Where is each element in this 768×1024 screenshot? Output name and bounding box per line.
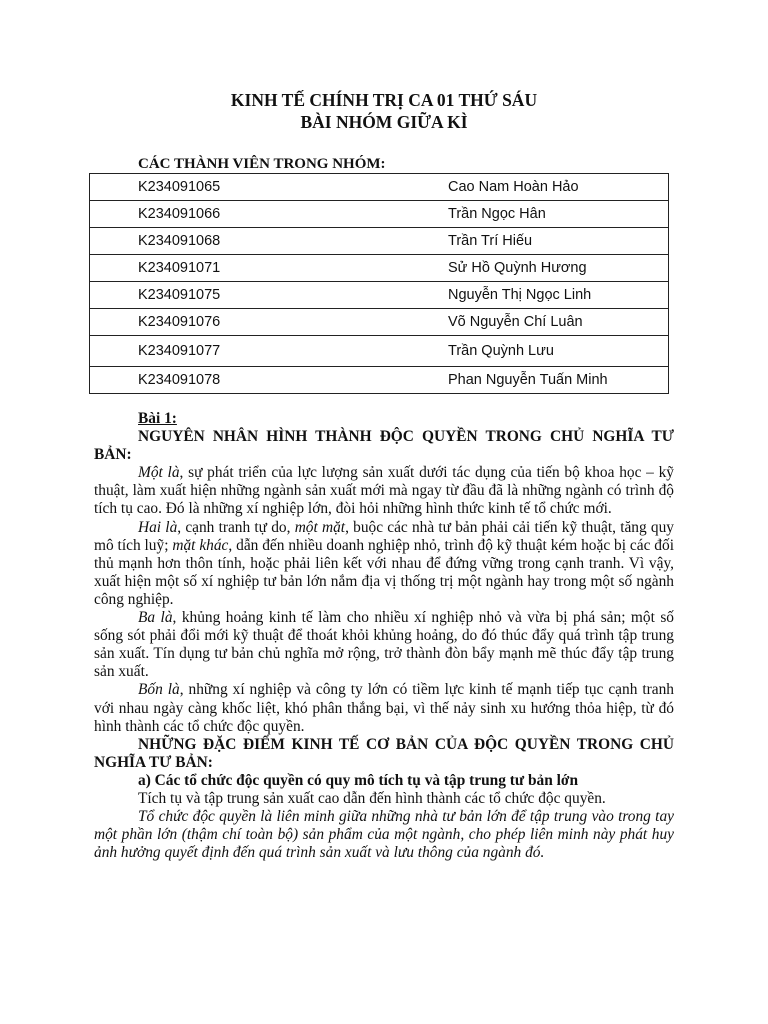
paragraph-text: , những xí nghiệp và công ty lớn có tiềm lực kinh tế mạnh tiếp tục cạnh tranh với nhau ngày càng khốc liệt, khó phân thắng bại, vì thế nảy sinh xu hướng thỏa hiệp, từ đó hình thành các tổ chức độc quyền.	[94, 681, 674, 735]
student-name: Nguyễn Thị Ngọc Linh	[400, 282, 669, 309]
student-id: K234091068	[90, 228, 401, 255]
student-id: K234091066	[90, 201, 401, 228]
document-title-line1: KINH TẾ CHÍNH TRỊ CA 01 THỨ SÁU	[230, 90, 538, 110]
paragraph-lead: Một là	[138, 464, 180, 482]
student-name: Võ Nguyễn Chí Luân	[400, 309, 669, 336]
section-heading: NHỮNG ĐẶC ĐIỂM KINH TẾ CƠ BẢN CỦA ĐỘC QUYỀN TRONG CHỦ NGHĨA TƯ BẢN:	[94, 735, 674, 771]
student-id: K234091065	[90, 174, 401, 201]
student-id: K234091078	[90, 367, 401, 394]
student-name: Cao Nam Hoàn Hảo	[400, 174, 669, 201]
section-label: Bài 1:	[138, 410, 177, 427]
student-name: Trần Quỳnh Lưu	[400, 336, 669, 367]
paragraph-lead: Ba là	[138, 609, 173, 627]
table-row	[90, 228, 669, 255]
document-title-line2: BÀI NHÓM GIỮA KÌ	[300, 112, 468, 132]
student-name: Phan Nguyễn Tuấn Minh	[400, 367, 669, 394]
table-row	[90, 309, 669, 336]
paragraph: Tổ chức độc quyền là liên minh giữa những nhà tư bản lớn để tập trung vào trong tay một phần lớn (thậm chí toàn bộ) sản phẩm của một ngành, cho phép liên minh này phát huy ảnh hưởng quyết định đến quá trình sản xuất và lưu thông của ngành đó.	[94, 808, 674, 862]
table-row	[90, 367, 669, 394]
paragraph-lead: Hai là	[138, 518, 178, 536]
table-row	[90, 174, 669, 201]
paragraph-text: , cạnh tranh tự do,	[177, 518, 295, 536]
paragraph	[94, 519, 674, 609]
student-name: Sử Hồ Quỳnh Hương	[400, 255, 669, 282]
paragraph	[94, 681, 674, 735]
student-id: K234091077	[90, 336, 401, 367]
student-name: Trần Ngọc Hân	[400, 201, 669, 228]
student-id: K234091071	[90, 255, 401, 282]
table-row	[90, 201, 669, 228]
paragraph	[94, 464, 674, 518]
paragraph-emphasis: một mặt	[294, 518, 346, 536]
paragraph: Tích tụ và tập trung sản xuất cao dẫn đến hình thành các tổ chức độc quyền.	[138, 789, 606, 807]
table-row	[90, 255, 669, 282]
paragraph-text: , sự phát triển của lực lượng sản xuất dưới tác dụng của tiến bộ khoa học – kỹ thuật, làm xuất hiện những ngành sản xuất mới mà ngay từ đầu đã là những ngành có trình độ tích tụ cao. Đó là những xí nghiệp lớn, đòi hỏi những hình thức kinh tế tổ chức mới.	[94, 464, 674, 518]
student-id: K234091075	[90, 282, 401, 309]
paragraph-emphasis: mặt khác	[172, 536, 229, 554]
student-name: Trần Trí Hiếu	[400, 228, 669, 255]
student-id: K234091076	[90, 309, 401, 336]
members-table	[89, 173, 669, 394]
paragraph-text: , buộc các nhà tư bản phải cải tiến kỹ thuật, tăng quy mô tích luỹ;	[94, 518, 674, 554]
section-heading: NGUYÊN NHÂN HÌNH THÀNH ĐỘC QUYỀN TRONG CHỦ NGHĨA TƯ BẢN:	[94, 428, 674, 464]
table-row	[90, 282, 669, 309]
members-heading: CÁC THÀNH VIÊN TRONG NHÓM:	[138, 156, 386, 172]
document-body	[94, 410, 674, 862]
paragraph	[94, 609, 674, 681]
table-row	[90, 336, 669, 367]
paragraph-text: , dẫn đến nhiều doanh nghiệp nhỏ, trình độ kỹ thuật kém hoặc bị các đối thủ mạnh hơn thôn tính, hoặc phải liên kết với nhau để đứng vững trong cạnh tranh. Vì vậy, xuất hiện một số xí nghiệp tư bản lớn nắm địa vị thống trị một ngành hay trong một số ngành công nghiệp.	[94, 536, 674, 608]
paragraph-text: , khủng hoảng kinh tế làm cho nhiều xí nghiệp nhỏ và vừa bị phá sản; một số sống sót phải đổi mới kỹ thuật để thoát khỏi khủng hoảng, do đó thúc đẩy quá trình tập trung sản xuất. Tín dụng tư bản chủ nghĩa mở rộng, trở thành đòn bẩy mạnh mẽ thúc đẩy tập trung sản xuất.	[94, 609, 675, 681]
subsection-heading: a) Các tổ chức độc quyền có quy mô tích tụ và tập trung tư bản lớn	[138, 771, 579, 789]
paragraph-lead: Bốn là	[138, 681, 180, 699]
